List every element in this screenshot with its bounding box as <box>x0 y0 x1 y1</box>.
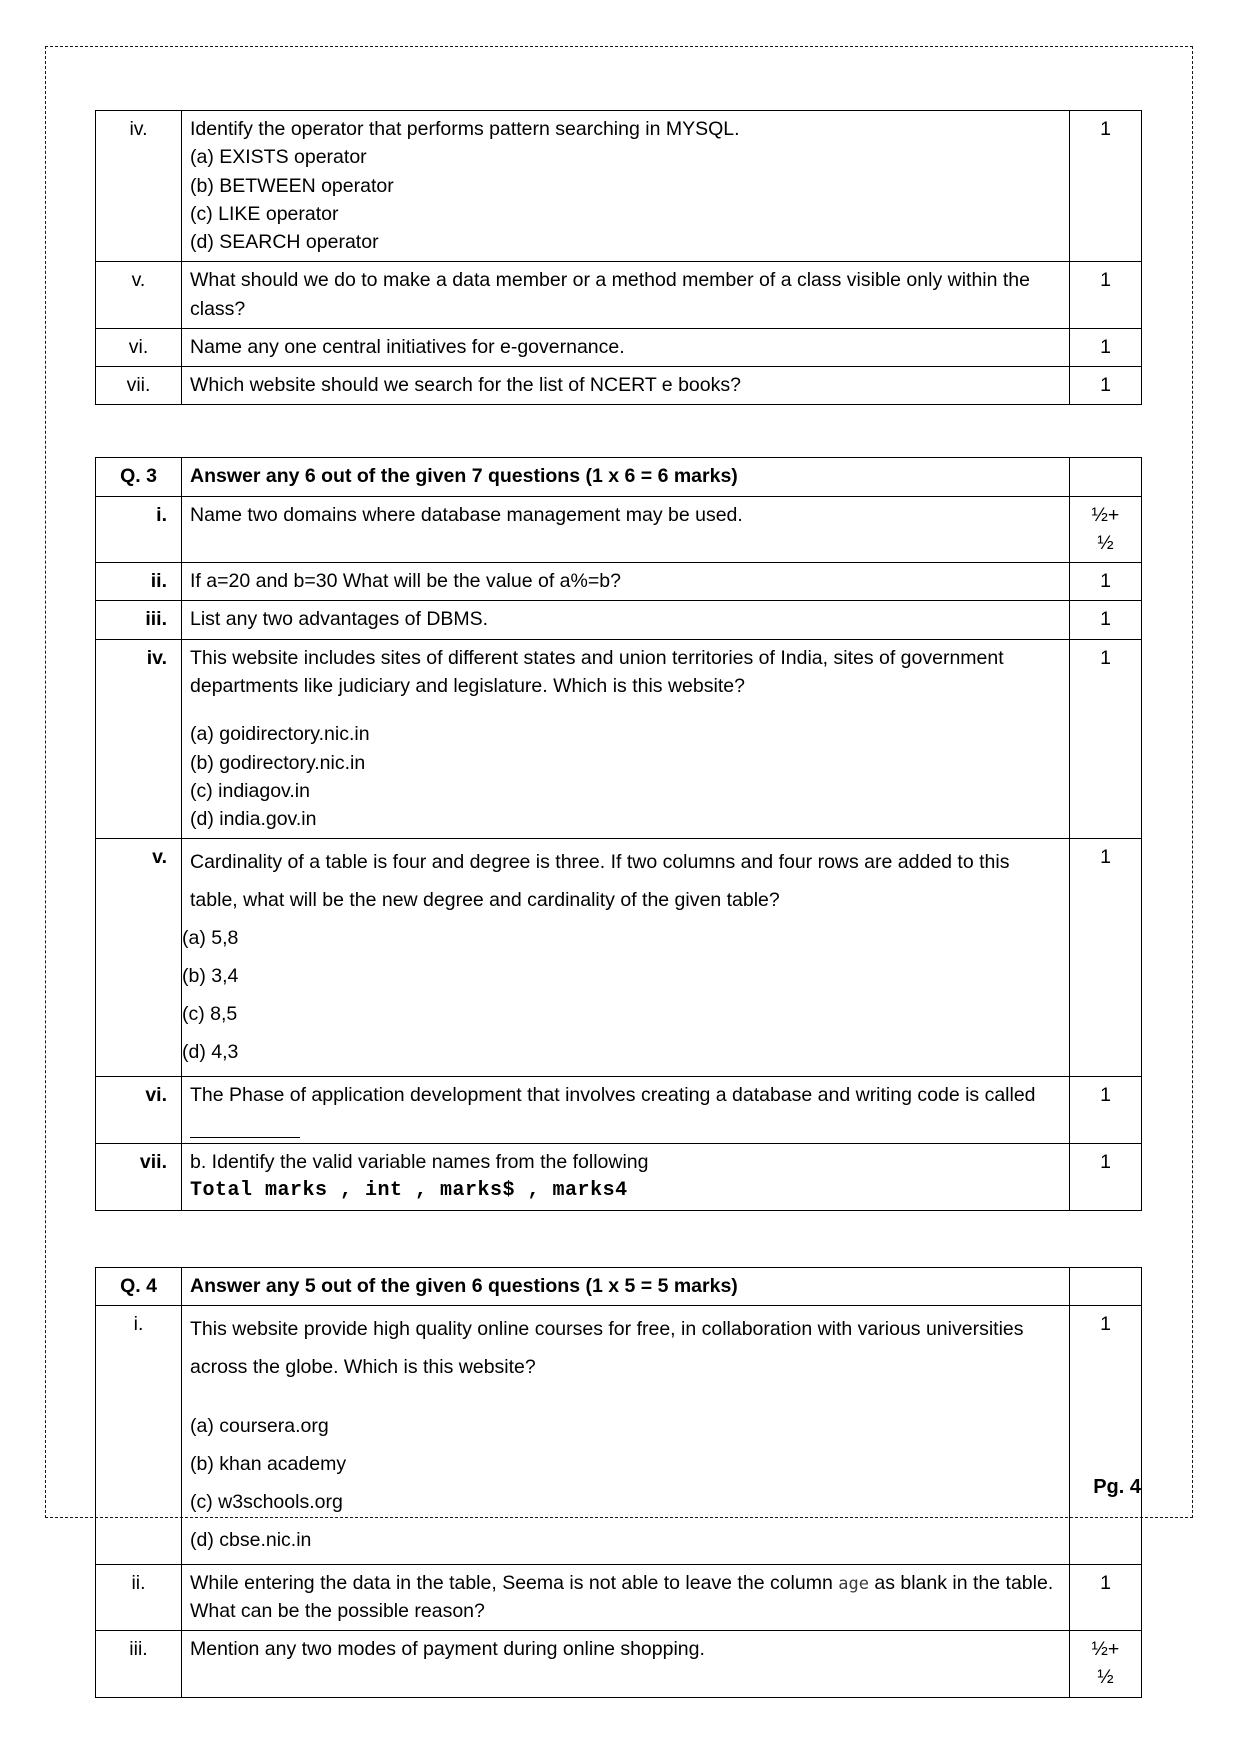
row-number: iv. <box>96 639 182 839</box>
blank-line <box>190 700 1061 720</box>
table-row <box>96 262 1142 329</box>
row-body: List any two advantages of DBMS. <box>182 601 1070 639</box>
row-body <box>182 1143 1070 1210</box>
option-c: (c) LIKE operator <box>190 202 339 225</box>
row-body <box>182 1077 1070 1144</box>
row-marks: 1 <box>1070 1077 1142 1144</box>
row-body: Mention any two modes of payment during online shopping. <box>182 1631 1070 1698</box>
row-marks <box>1070 496 1142 563</box>
row-number: vii. <box>96 1143 182 1210</box>
code-snippet: Total marks , int , marks$ , marks4 <box>190 1179 628 1203</box>
row-marks: 1 <box>1070 1306 1142 1564</box>
table-row <box>96 639 1142 839</box>
row-number: iii. <box>96 1631 182 1698</box>
option-a: (a) 5,8 <box>182 927 239 950</box>
question-heading: Answer any 6 out of the given 7 questions (1 x 6 = 6 marks) <box>182 458 1070 496</box>
row-number: i. <box>96 496 182 563</box>
table-row <box>96 563 1142 601</box>
row-body <box>182 1564 1070 1631</box>
question-text: b. Identify the valid variable names from the following <box>190 1150 649 1173</box>
table-q3 <box>95 457 1142 1211</box>
row-body <box>182 111 1070 262</box>
heading-marks <box>1070 1268 1142 1306</box>
row-number: v. <box>96 839 182 1077</box>
table-row <box>96 1077 1142 1144</box>
table-q2-continued <box>95 110 1142 405</box>
row-number: ii. <box>96 563 182 601</box>
marks-bottom: ½ <box>1097 531 1114 554</box>
row-number: i. <box>96 1306 182 1564</box>
question-text: This website provide high quality online courses for free, in collaboration with various universities across the globe. Which is this website? <box>190 1318 1024 1379</box>
row-body: What should we do to make a data member or a method member of a class visible only within the class? <box>182 262 1070 329</box>
row-number: vi. <box>96 328 182 366</box>
row-body <box>182 839 1070 1077</box>
row-number: vii. <box>96 367 182 405</box>
question-text-before: While entering the data in the table, Seema is not able to leave the column <box>190 1571 839 1594</box>
question-text: Cardinality of a table is four and degree is three. If two columns and four rows are added to this table, what will be the new degree and cardinality of the given table? <box>190 851 1010 912</box>
option-a: (a) goidirectory.nic.in <box>190 723 370 746</box>
page-footer: Pg. 4 <box>1093 1476 1141 1498</box>
row-body <box>182 639 1070 839</box>
question-label: Q. 3 <box>96 458 182 496</box>
option-c: (c) w3schools.org <box>190 1490 343 1513</box>
marks-top: ½+ <box>1091 503 1120 526</box>
option-b: (b) 3,4 <box>182 965 239 988</box>
option-b: (b) BETWEEN operator <box>190 174 394 197</box>
table-row <box>96 1631 1142 1698</box>
table-row <box>96 328 1142 366</box>
row-marks: 1 <box>1070 839 1142 1077</box>
table-row <box>96 601 1142 639</box>
code-inline: age <box>838 1573 869 1594</box>
row-body <box>182 1306 1070 1564</box>
table-row <box>96 111 1142 262</box>
table-gap <box>95 1211 1141 1267</box>
table-gap <box>95 405 1141 457</box>
row-marks <box>1070 1631 1142 1698</box>
question-text-after: as blank in the table. What can be the possible reason? <box>190 1571 1054 1622</box>
row-marks: 1 <box>1070 563 1142 601</box>
row-body: Name any one central initiatives for e-governance. <box>182 328 1070 366</box>
table-row <box>96 1143 1142 1210</box>
row-number: iv. <box>96 111 182 262</box>
table-row <box>96 367 1142 405</box>
fill-in-blank <box>190 1117 300 1138</box>
question-heading: Answer any 5 out of the given 6 questions (1 x 5 = 5 marks) <box>182 1268 1070 1306</box>
table-row-heading <box>96 458 1142 496</box>
row-body: Which website should we search for the list of NCERT e books? <box>182 367 1070 405</box>
table-row <box>96 839 1142 1077</box>
table-row <box>96 1306 1142 1564</box>
table-row <box>96 1564 1142 1631</box>
row-marks: 1 <box>1070 601 1142 639</box>
option-d: (d) 4,3 <box>182 1041 239 1064</box>
question-text: The Phase of application development that involves creating a database and writing code is called <box>190 1084 1036 1107</box>
option-d: (d) SEARCH operator <box>190 231 379 254</box>
option-a: (a) EXISTS operator <box>190 146 367 169</box>
table-row <box>96 496 1142 563</box>
table-row-heading <box>96 1268 1142 1306</box>
row-marks: 1 <box>1070 1143 1142 1210</box>
question-text: This website includes sites of different states and union territories of India, sites of government departments like judiciary and legislature. Which is this website? <box>190 646 1004 697</box>
row-number: iii. <box>96 601 182 639</box>
row-marks: 1 <box>1070 367 1142 405</box>
row-number: ii. <box>96 1564 182 1631</box>
row-number: v. <box>96 262 182 329</box>
marks-bottom: ½ <box>1097 1666 1114 1689</box>
row-marks: 1 <box>1070 639 1142 839</box>
option-c: (c) 8,5 <box>182 1003 238 1026</box>
option-b: (b) godirectory.nic.in <box>190 751 366 774</box>
row-marks: 1 <box>1070 262 1142 329</box>
page-content <box>95 110 1141 1698</box>
option-b: (b) khan academy <box>190 1452 347 1475</box>
row-marks: 1 <box>1070 1564 1142 1631</box>
blank-line <box>190 1387 1061 1407</box>
row-marks: 1 <box>1070 111 1142 262</box>
question-label: Q. 4 <box>96 1268 182 1306</box>
heading-marks <box>1070 458 1142 496</box>
marks-top: ½+ <box>1091 1638 1120 1661</box>
option-d: (d) india.gov.in <box>190 808 317 831</box>
row-body: If a=20 and b=30 What will be the value of a%=b? <box>182 563 1070 601</box>
row-marks: 1 <box>1070 328 1142 366</box>
row-number: vi. <box>96 1077 182 1144</box>
question-text: Identify the operator that performs pattern searching in MYSQL. <box>190 118 740 140</box>
option-c: (c) indiagov.in <box>190 779 310 802</box>
option-a: (a) coursera.org <box>190 1414 329 1437</box>
option-d: (d) cbse.nic.in <box>190 1528 312 1551</box>
row-body: Name two domains where database management may be used. <box>182 496 1070 563</box>
